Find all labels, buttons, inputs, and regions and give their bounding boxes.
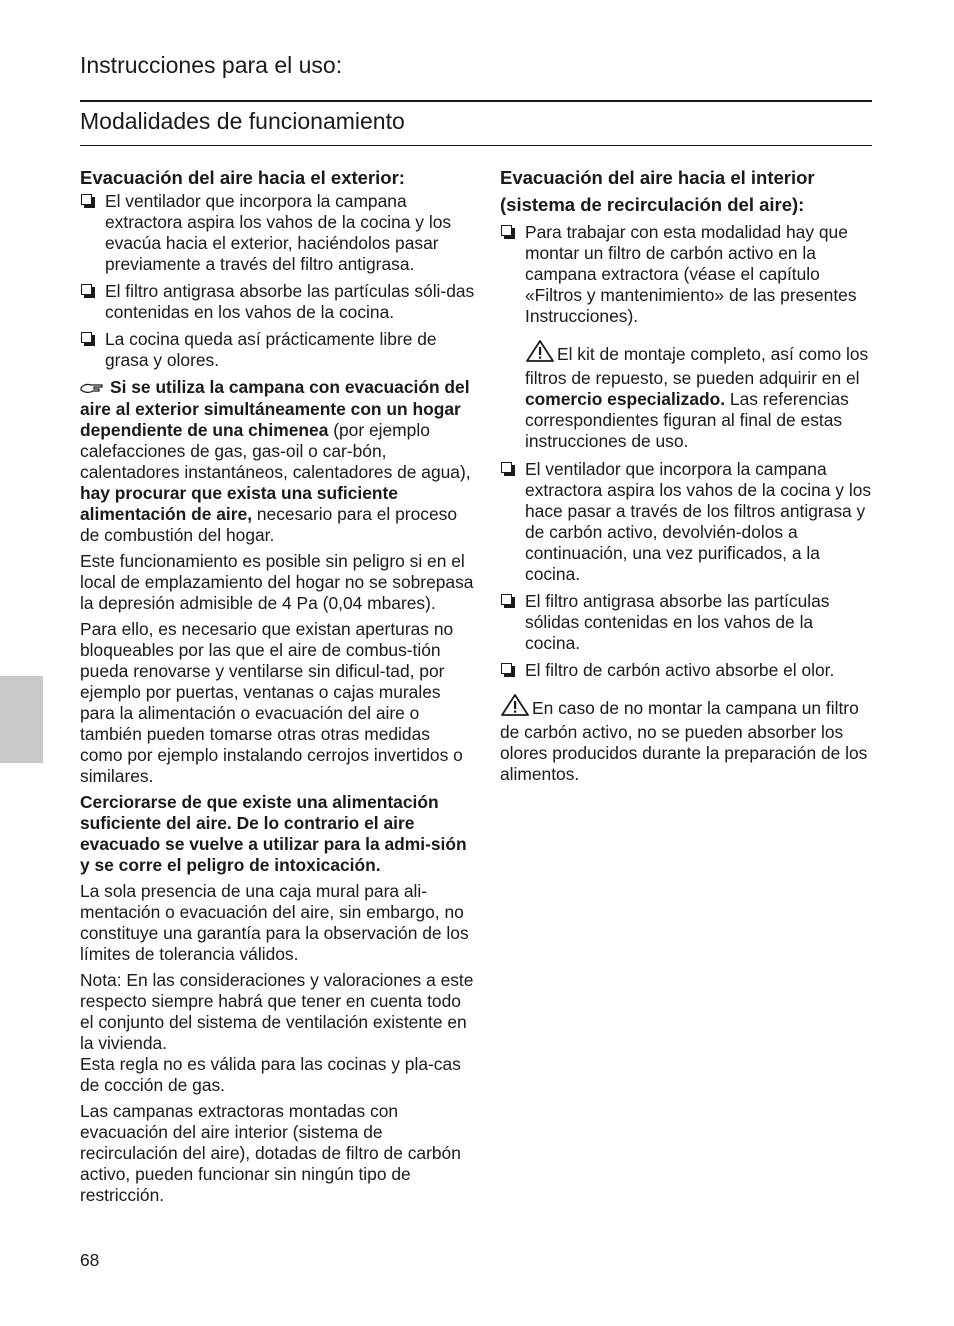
list-item: Para trabajar con esta modalidad hay que montar un filtro de carbón activo en la campana extractora (véase el capítulo «Filtros y mantenimiento» de las presentes Instrucciones). — [500, 222, 872, 327]
paragraph: Para ello, es necesario que existan aperturas no bloqueables por las que el aire de combus-tión pueda renovarse y ventilarse sin dificul-tad, por ejemplo por puertas, ventanas o cajas murales para la alimentación o evacuación del aire o también pueden tomarse otras otras medidas como por ejemplo instalando cerrojos invertidos o similares. — [80, 619, 463, 786]
pointing-hand-icon — [80, 378, 104, 399]
list-item: El filtro antigrasa absorbe las partículas sólidas contenidas en los vahos de la cocina. — [500, 591, 872, 654]
checkbox-bullet-icon — [501, 225, 512, 236]
paragraph: La sola presencia de una caja mural para ali-mentación o evacuación del aire, sin embargo, no constituye una garantía para la observación de los límites de tolerancia válidos. — [80, 881, 469, 964]
right-heading: Evacuación del aire hacia el interior (sistema de recirculación del aire): — [500, 167, 815, 215]
checkbox-bullet-icon — [81, 194, 92, 205]
list-item: El ventilador que incorpora la campana extractora aspira los vahos de la cocina y los evacúa hacia el exterior, haciéndolos pasar previamente a través del filtro antigrasa. — [80, 191, 476, 275]
header-rule — [80, 100, 872, 102]
warning-triangle-icon — [525, 339, 555, 368]
left-column — [80, 164, 476, 1211]
checkbox-bullet-icon — [501, 594, 512, 605]
chimney-note: Si se utiliza la campana con evacuación del aire al exterior simultáneamente con un hogar dependiente de una chimenea (por ejemplo calefacciones de gas, gas-oil o car-bón, calentadores instantáneos, calentadores de agua), hay procurar que exista una suficiente alimentación de aire, necesario para el proceso de combustión del hogar. — [80, 377, 471, 545]
section-rule — [80, 145, 872, 146]
list-item: El filtro de carbón activo absorbe el olor. — [500, 660, 872, 681]
left-heading: Evacuación del aire hacia el exterior: — [80, 167, 405, 188]
page-header: Instrucciones para el uso: — [80, 52, 343, 78]
filter-warning: En caso de no montar la campana un filtro de carbón activo, no se pueden absorber los olores producidos durante la preparación de los alimentos. — [500, 693, 872, 785]
kit-warning: El kit de montaje completo, así como los filtros de repuesto, se pueden adquirir en el comercio especializado. Las referencias correspondientes figuran al final de estas instrucciones de uso. — [500, 339, 872, 452]
intoxication-warning: Cerciorarse de que existe una alimentación suficiente del aire. De lo contrario el aire evacuado se vuelve a utilizar para la admi-sión y se corre el peligro de intoxicación. — [80, 792, 467, 875]
section-title: Modalidades de funcionamiento — [80, 108, 405, 134]
nota-paragraph: Nota: En las consideraciones y valoraciones a este respecto siempre habrá que tener en cuenta todo el conjunto del sistema de ventilación existente en la vivienda. Esta regla no es válida para las cocinas y pla-cas de cocción de gas. — [80, 970, 474, 1095]
page-number: 68 — [80, 1250, 100, 1270]
list-item: El filtro antigrasa absorbe las partículas sóli-das contenidas en los vahos de la cocina. — [80, 281, 476, 323]
checkbox-bullet-icon — [501, 462, 512, 473]
list-item: La cocina queda así prácticamente libre de grasa y olores. — [80, 329, 476, 371]
right-column — [500, 164, 872, 790]
side-tab — [0, 676, 43, 763]
paragraph: Este funcionamiento es posible sin peligro si en el local de emplazamiento del hogar no se sobrepasa la depresión admisible de 4 Pa (0,04 mbares). — [80, 551, 474, 613]
warning-triangle-icon — [500, 693, 530, 722]
list-item: El ventilador que incorpora la campana extractora aspira los vahos de la cocina y los hace pasar a través de los filtros antigrasa y de carbón activo, devolvién-dolos a continuación, una vez purificados, a la cocina. — [500, 459, 872, 585]
checkbox-bullet-icon — [81, 284, 92, 295]
paragraph: Las campanas extractoras montadas con evacuación del aire interior (sistema de recirculación del aire), dotadas de filtro de carbón activo, pueden funcionar sin ningún tipo de restricción. — [80, 1101, 461, 1205]
checkbox-bullet-icon — [81, 332, 92, 343]
checkbox-bullet-icon — [501, 663, 512, 674]
